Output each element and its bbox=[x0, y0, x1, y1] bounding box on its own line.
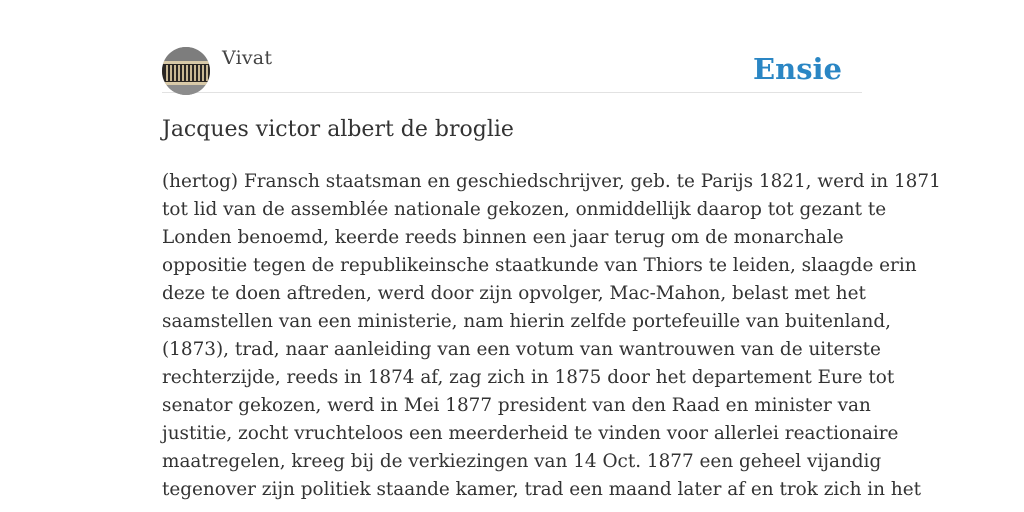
body-line: deze te doen aftreden, werd door zijn opvolger, Mac-Mahon, belast met het bbox=[162, 283, 866, 304]
body-line: tot lid van de assemblée nationale gekozen, onmiddellijk daarop tot gezant te bbox=[162, 199, 887, 220]
body-line: justitie, zocht vruchteloos een meerderheid te vinden voor allerlei reactionaire bbox=[162, 423, 899, 444]
body-line: senator gekozen, werd in Mei 1877 president van den Raad en minister van bbox=[162, 395, 871, 416]
body-line: saamstellen van een ministerie, nam hierin zelfde portefeuille van buitenland, bbox=[162, 311, 891, 332]
body-line: rechterzijde, reeds in 1874 af, zag zich in 1875 door het departement Eure tot bbox=[162, 367, 895, 388]
body-line: (hertog) Fransch staatsman en geschiedschrijver, geb. te Parijs 1821, werd in 1871 bbox=[162, 171, 941, 192]
brand-logo[interactable]: Ensie bbox=[753, 52, 842, 86]
author-name[interactable]: Vivat bbox=[222, 47, 273, 69]
article-body bbox=[162, 168, 941, 504]
body-line: tegenover zijn politiek staande kamer, trad een maand later af en trok zich in het bbox=[162, 479, 921, 500]
body-line: maatregelen, kreeg bij de verkiezingen van 14 Oct. 1877 een geheel vijandig bbox=[162, 451, 882, 472]
bookshelf-avatar-icon[interactable] bbox=[162, 47, 210, 95]
body-line: (1873), trad, naar aanleiding van een votum van wantrouwen van de uiterste bbox=[162, 339, 881, 360]
header bbox=[162, 46, 862, 93]
article-title: Jacques victor albert de broglie bbox=[162, 117, 514, 142]
body-line: oppositie tegen de republikeinsche staatkunde van Thiors te leiden, slaagde erin bbox=[162, 255, 917, 276]
body-line: Londen benoemd, keerde reeds binnen een jaar terug om de monarchale bbox=[162, 227, 844, 248]
